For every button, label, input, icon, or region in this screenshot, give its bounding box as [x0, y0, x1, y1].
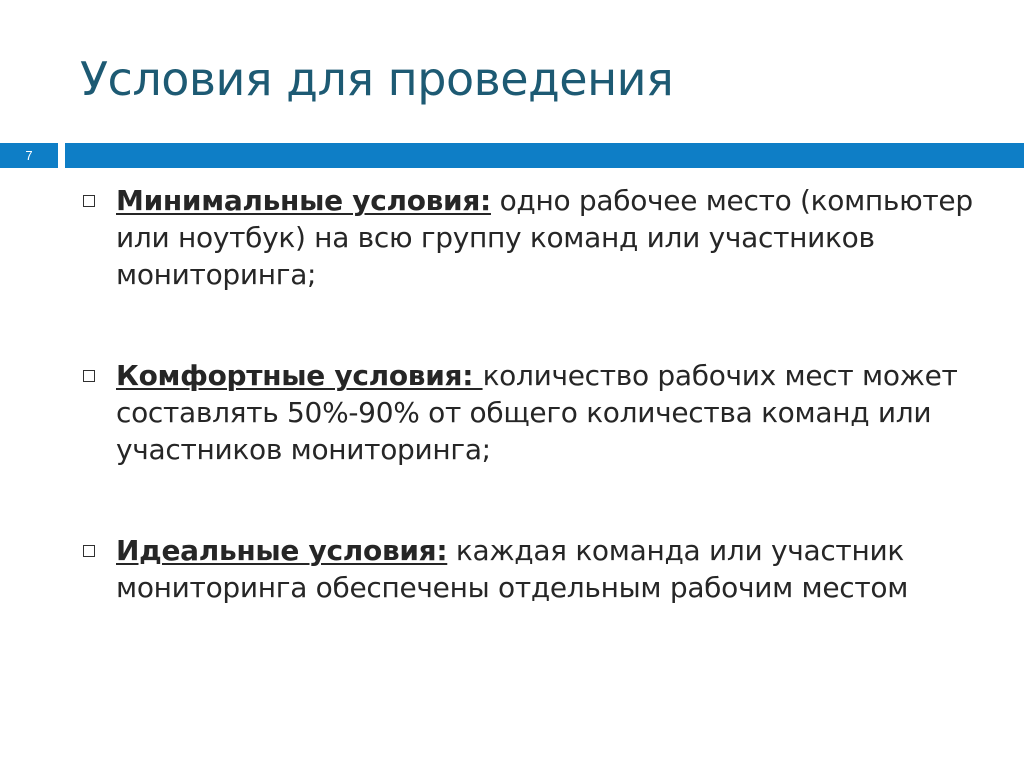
hollow-square-bullet-icon: [83, 545, 95, 557]
bullet-term: Комфортные условия:: [116, 359, 483, 392]
bullet-text: количество рабочих мест может составлять 50%-90% от общего количества команд или участников мониторинга;: [116, 359, 958, 466]
bullet-item-comfortable: [80, 357, 990, 468]
bullet-item-minimal: [80, 182, 990, 293]
bullet-term: Идеальные условия:: [116, 534, 448, 567]
bullet-item-ideal: [80, 532, 990, 606]
bullet-term: Минимальные условия:: [116, 184, 491, 217]
slide-title: Условия для проведения: [80, 52, 674, 106]
bullet-list: [80, 182, 990, 670]
title-accent-bar: [65, 143, 1024, 168]
slide-number: 7: [0, 143, 58, 168]
bullet-text: одно рабочее место (компьютер или ноутбук) на всю группу команд или участников мониторинга;: [116, 184, 973, 291]
hollow-square-bullet-icon: [83, 195, 95, 207]
bullet-text: каждая команда или участник мониторинга обеспечены отдельным рабочим местом: [116, 534, 909, 604]
hollow-square-bullet-icon: [83, 370, 95, 382]
